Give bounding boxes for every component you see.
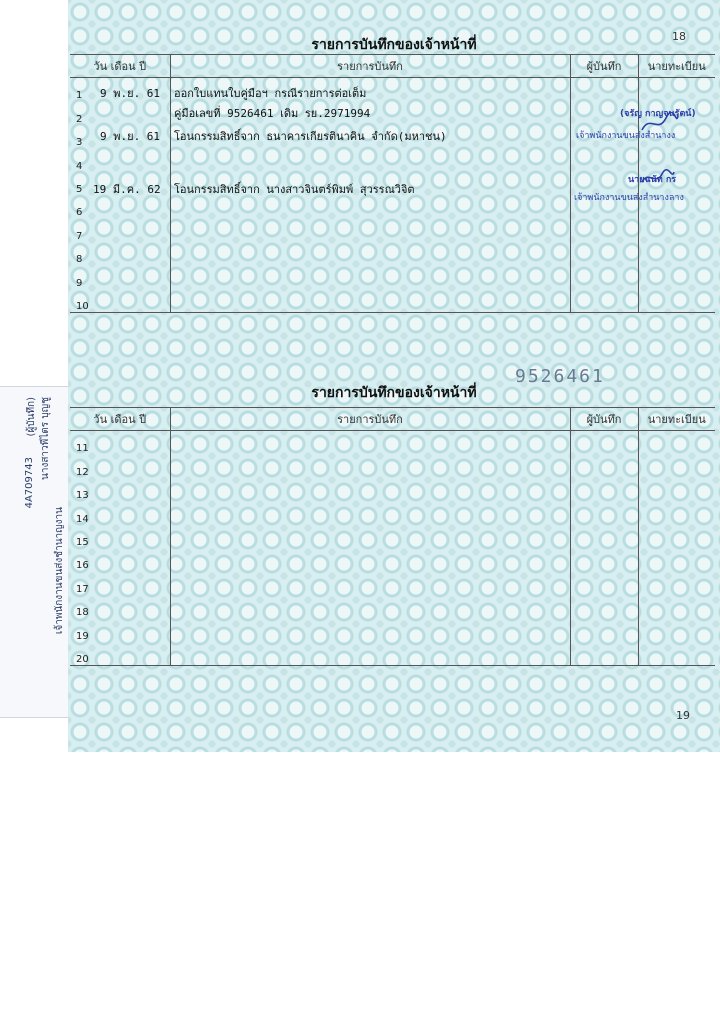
entry-date-1: 9 พ.ย. 61	[100, 87, 161, 100]
stamp-name-2: นายฉนัท กร	[628, 175, 677, 185]
table-row: 18	[70, 595, 715, 618]
stamp-title-2: เจ้าพนักงานขนส่งสำนางลาง	[574, 193, 684, 203]
table-row: 1	[70, 78, 715, 102]
register-table-bottom	[70, 407, 715, 666]
header-registrar: นายทะเบียน	[638, 55, 715, 78]
table-row: 6	[70, 195, 715, 218]
signature-mark-icon	[640, 168, 676, 188]
signature-mark-icon	[640, 112, 680, 136]
table-row: 11	[70, 431, 715, 455]
table-row: 15	[70, 525, 715, 548]
section-title-top: รายการบันทึกของเจ้าหน้าที่	[311, 37, 477, 53]
table-row: 4	[70, 148, 715, 171]
serial-number: 9526461	[515, 366, 605, 387]
table-row: 9	[70, 265, 715, 288]
table-row: 3	[70, 125, 715, 148]
table-row: 20	[70, 642, 715, 666]
side-role: (ผู้บันทึก)	[26, 397, 37, 437]
section-title-bottom: รายการบันทึกของเจ้าหน้าที่	[311, 385, 477, 401]
entry-date-4: 19 มี.ค. 62	[93, 183, 161, 196]
side-name: นางสาวพีไตร บุญชู	[40, 397, 51, 480]
header-entry: รายการบันทึก	[170, 408, 570, 431]
table-row: 5	[70, 172, 715, 195]
entry-text-1: ออกใบแทนใบคู่มือฯ กรณีรายการต่อเต็ม	[174, 87, 367, 100]
header-date: วัน เดือน ปี	[70, 408, 170, 431]
table-row: 17	[70, 571, 715, 594]
entry-date-3: 9 พ.ย. 61	[100, 130, 161, 143]
table-row: 16	[70, 548, 715, 571]
table-row: 13	[70, 478, 715, 501]
stamp-name-1: (จรัญ กาญจนรัตน์)	[620, 109, 696, 119]
table-row: 2	[70, 101, 715, 124]
header-registrar: นายทะเบียน	[638, 408, 715, 431]
table-row: 8	[70, 242, 715, 265]
table-row: 10	[70, 289, 715, 313]
page-number-top: 18	[672, 30, 686, 43]
side-office: เจ้าพนักงานขนส่งชำนาญงาน	[54, 507, 65, 635]
entry-text-3: โอนกรรมสิทธิ์จาก ธนาคารเกียรตินาคิน จำกัด(มหาชน)	[174, 130, 447, 143]
header-entry: รายการบันทึก	[170, 55, 570, 78]
stamp-title-1: เจ้าพนักงานขนส่งสำนางง	[576, 131, 676, 141]
header-recorder: ผู้บันทึก	[570, 408, 638, 431]
table-row: 14	[70, 501, 715, 524]
entry-text-4: โอนกรรมสิทธิ์จาก นางสาวจินตร์พิมพ์ สุวรรณวิจิต	[174, 183, 415, 196]
header-date: วัน เดือน ปี	[70, 55, 170, 78]
entry-text-2: คู่มือเลขที่ 9526461 เดิม รย.2971994	[174, 107, 371, 120]
header-recorder: ผู้บันทึก	[570, 55, 638, 78]
table-row: 19	[70, 618, 715, 641]
table-row: 12	[70, 454, 715, 477]
side-code: 4A709743	[24, 457, 35, 509]
page-number-bottom: 19	[676, 709, 690, 722]
table-row: 7	[70, 218, 715, 241]
attached-note	[0, 386, 68, 718]
